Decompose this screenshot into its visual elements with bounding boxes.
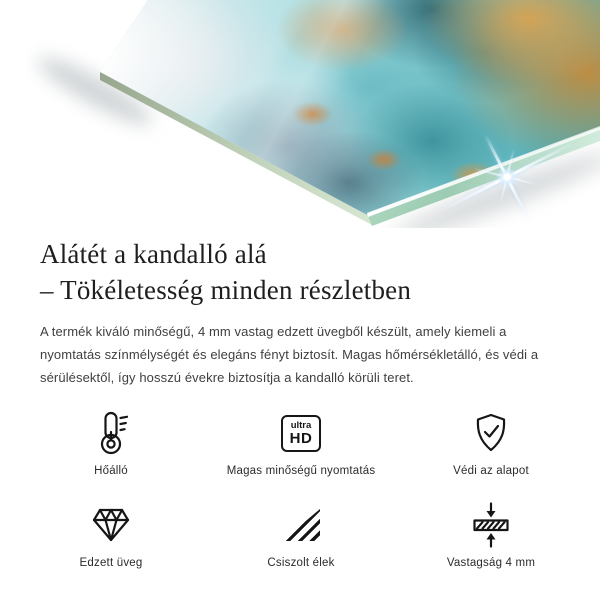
feature-polished-edges bbox=[206, 501, 396, 569]
feature-label: Csiszolt élek bbox=[267, 557, 335, 569]
page-title-line1: Alátét a kandalló alá bbox=[40, 239, 267, 269]
thickness-icon bbox=[471, 501, 511, 549]
product-description-text: A termék kiváló minőségű, 4 mm vastag edzett üvegből készült, amely kiemeli a nyomtatás színmélységét és elegáns fényt biztosít. Magas hőmérsékletálló, és védi a sérülésektől, így hosszú évekre biztosítja a kandalló körüli teret. bbox=[40, 324, 539, 385]
product-description bbox=[0, 228, 600, 389]
feature-label: Hőálló bbox=[94, 465, 128, 477]
feature-print-quality bbox=[206, 409, 396, 477]
feature-label: Védi az alapot bbox=[453, 465, 529, 477]
feature-label: Vastagság 4 mm bbox=[446, 557, 536, 569]
feature-thickness bbox=[396, 501, 586, 569]
feature-heat-resistant bbox=[16, 409, 206, 477]
feature-label: Magas minőségű nyomtatás bbox=[226, 465, 376, 477]
feature-tempered-glass bbox=[16, 501, 206, 569]
ultra-hd-icon: ultra HD bbox=[281, 409, 321, 457]
page-title-line2: – Tökéletesség minden részletben bbox=[40, 275, 412, 305]
shield-check-icon bbox=[472, 409, 510, 457]
feature-protects-base bbox=[396, 409, 586, 477]
product-image bbox=[0, 0, 600, 228]
diamond-icon bbox=[91, 501, 131, 549]
feature-grid bbox=[0, 409, 600, 569]
page-title bbox=[40, 236, 560, 308]
feature-label: Edzett üveg bbox=[79, 557, 143, 569]
thermometer-icon bbox=[91, 409, 131, 457]
polished-edge-icon bbox=[282, 501, 320, 549]
